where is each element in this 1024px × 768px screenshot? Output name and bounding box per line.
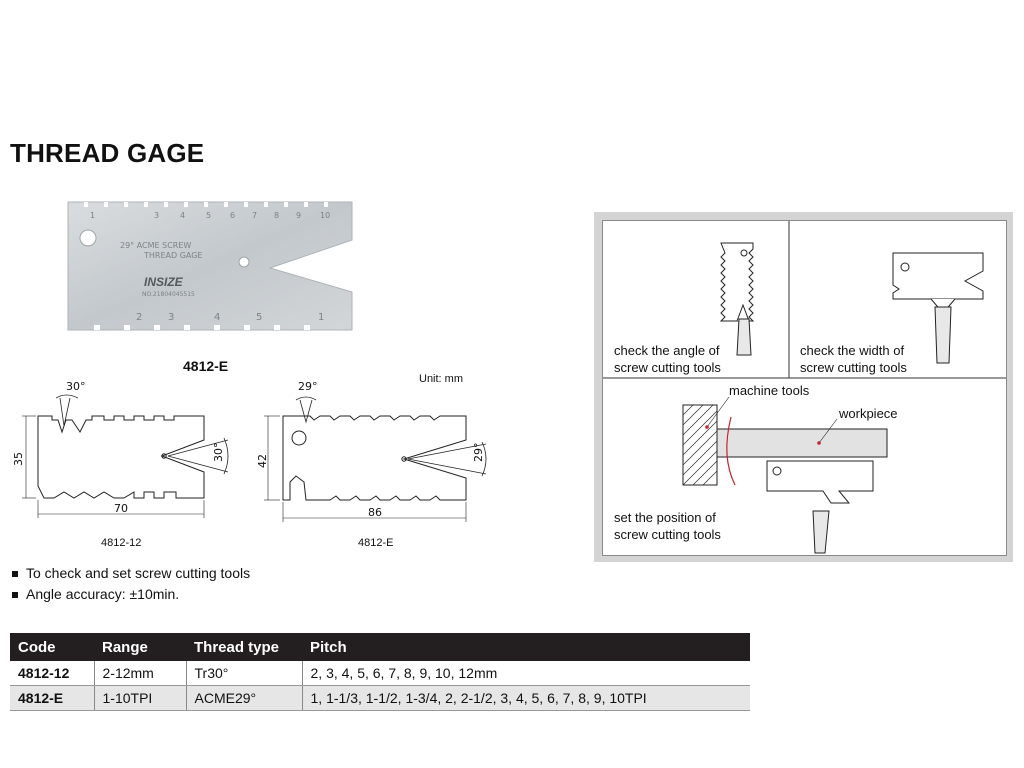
feature-text: To check and set screw cutting tools [26,565,251,581]
dim-e-top-angle: 29° [298,380,318,393]
dim-e-width: 86 [368,506,382,519]
label-workpiece: workpiece [839,406,898,421]
drawing-4812-E [264,397,486,522]
table-row [10,686,750,711]
cell-range: 2-12mm [94,661,186,686]
drawing-caption-4812-E: 4812-E [358,537,394,549]
gage-hole [80,230,96,246]
unit-label: Unit: mm [419,373,463,385]
column-header-pitch: Pitch [302,633,750,661]
caption-check-width: check the width of screw cutting tools [800,343,907,375]
svg-text:9: 9 [296,211,302,220]
illustration-check-angle [721,243,753,355]
cell-code: 4812-12 [10,661,94,686]
svg-text:1: 1 [318,312,325,323]
table-row [10,661,750,686]
svg-text:8: 8 [274,211,280,220]
cell-thread-type: ACME29° [186,686,302,711]
table-header-row [10,633,750,661]
label-machine-tools: machine tools [729,383,810,398]
column-header-code: Code [10,633,94,661]
svg-text:4: 4 [214,312,221,323]
svg-text:6: 6 [230,211,236,220]
product-photo [64,196,356,336]
dim-e-side-angle: 29° [472,442,485,462]
cell-pitch: 2, 3, 4, 5, 6, 7, 8, 9, 10, 12mm [302,661,750,686]
photo-engraving-top: 29° ACME SCREW [120,241,192,250]
dim-12-top-angle: 30° [66,380,86,393]
svg-text:7: 7 [252,211,258,220]
dim-e-height: 42 [256,454,269,468]
bullet-icon [12,592,18,598]
svg-text:4: 4 [180,211,186,220]
drawing-caption-4812-12: 4812-12 [101,537,142,549]
feature-text: Angle accuracy: ±10min. [26,586,180,602]
caption-set-position: set the position of screw cutting tools [614,510,721,542]
cell-range: 1-10TPI [94,686,186,711]
feature-item [10,563,250,584]
usage-panel [594,212,1013,562]
photo-brand-logo: INSIZE [144,275,183,289]
drawing-4812-12 [22,395,228,518]
gage-hole-small [239,257,249,267]
svg-text:10: 10 [320,211,331,220]
page-title: THREAD GAGE [10,138,205,168]
photo-scale-bottom: 2 [136,312,143,323]
dim-12-side-angle: 30° [212,442,225,462]
feature-item [10,584,250,605]
svg-text:5: 5 [206,211,212,220]
cell-thread-type: Tr30° [186,661,302,686]
dim-12-height: 35 [12,452,25,466]
column-header-thread-type: Thread type [186,633,302,661]
cell-code: 4812-E [10,686,94,711]
caption-check-angle: check the angle of screw cutting tools [614,343,721,375]
column-header-range: Range [94,633,186,661]
photo-scale-top: 1 [90,211,96,220]
photo-caption: 4812-E [183,358,229,374]
dim-12-width: 70 [114,502,128,515]
cell-pitch: 1, 1-1/3, 1-1/2, 1-3/4, 2, 2-1/2, 3, 4, 5, 6, 7, 8, 9, 10TPI [302,686,750,711]
svg-text:5: 5 [256,312,263,323]
photo-serial: NO.21804045515 [142,291,195,298]
usage-panel-frame [602,220,1007,556]
svg-text:3: 3 [154,211,160,220]
feature-list [10,563,250,605]
bullet-icon [12,571,18,577]
svg-text:3: 3 [168,312,175,323]
technical-drawings [0,370,500,560]
gage-plate [68,202,352,330]
spec-table [10,633,750,711]
photo-engraving-mid: THREAD GAGE [144,251,203,260]
